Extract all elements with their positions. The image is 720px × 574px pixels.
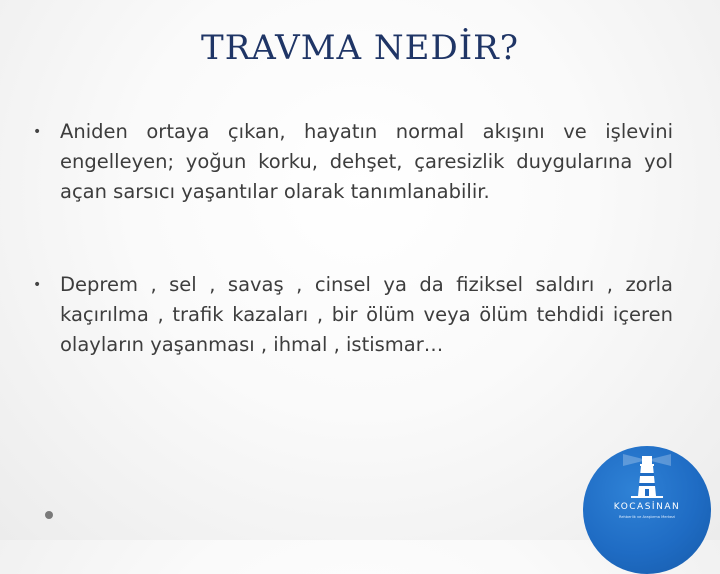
slide-title: TRAVMA NEDİR? — [201, 28, 519, 68]
bullet-item-definition — [33, 117, 673, 207]
bullet-marker: • — [33, 277, 42, 293]
bullet-text: Deprem , sel , savaş , cinsel ya da fiziksel saldırı , zorla kaçırılma , trafik kazaları , bir ölüm veya ölüm tehdidi içeren olayların yaşanması , ihmal , istismar… — [60, 273, 673, 356]
kocasinan-logo — [583, 446, 711, 574]
bullet-item-examples — [33, 270, 673, 360]
logo-tagline: Rehberlik ve Araştırma Merkezi — [618, 515, 675, 519]
logo-wordmark: KOCASİNAN — [613, 502, 681, 512]
bullet-text: Aniden ortaya çıkan, hayatın normal akışını ve işlevini engelleyen; yoğun korku, dehşet, çaresizlik duygularına yol açan sarsıcı yaşantılar olarak tanımlanabilir. — [60, 120, 673, 203]
decorative-dot — [45, 511, 53, 519]
bullet-marker: • — [33, 124, 42, 140]
